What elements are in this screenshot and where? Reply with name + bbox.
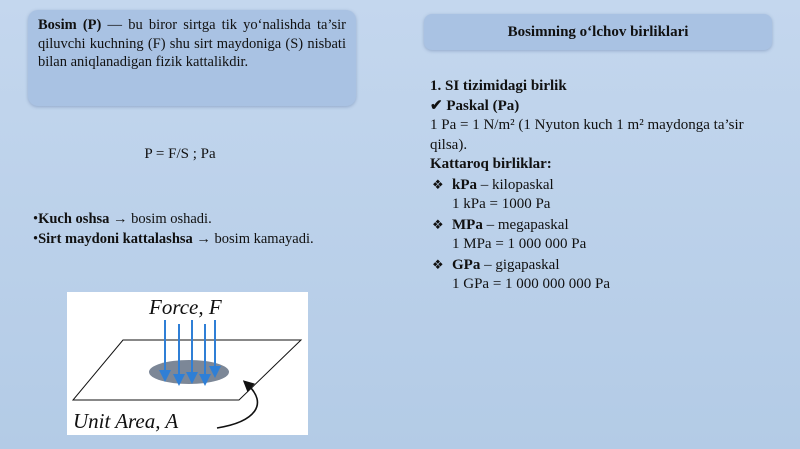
definition-box <box>28 10 356 106</box>
unit-symbol: MPa <box>452 216 483 233</box>
unit-name: – kilopaskal <box>477 176 554 193</box>
diamond-bullet-icon: ❖ <box>432 176 444 192</box>
units-body <box>430 77 775 295</box>
bullet-force: •Kuch oshsa → bosim oshadi. <box>33 211 212 227</box>
pressure-diagram <box>67 292 308 435</box>
unit-kpa-eq: 1 kPa = 1000 Pa <box>452 196 551 212</box>
pressure-figure <box>67 292 308 435</box>
unit-kpa <box>430 175 775 196</box>
diamond-bullet-icon: ❖ <box>432 216 444 232</box>
definition-term: Bosim (P) <box>38 17 102 33</box>
definition-text: — bu biror sirtga tik yo‘nalishda ta’sir qiluvchi kuchning (F) shu sirt maydoniga (S) nisbati bilan aniqlanadigan fizik kattalikdir. <box>38 17 346 70</box>
unit-area-ellipse <box>149 360 229 384</box>
pascal-heading: ✔ Paskal (Pa) <box>430 97 520 114</box>
bullet-area: •Sirt maydoni kattalashsa → bosim kamayadi. <box>33 230 314 247</box>
bullet-force-text: → bosim oshadi. <box>109 211 212 227</box>
diamond-bullet-icon: ❖ <box>432 256 444 272</box>
area-label: Unit Area, A <box>73 409 179 433</box>
bullet-area-text: → bosim kamayadi. <box>192 230 314 247</box>
si-heading: 1. SI tizimidagi birlik <box>430 78 567 94</box>
unit-symbol: GPa <box>452 256 481 273</box>
bullet-force-bold: Kuch oshsa <box>38 211 110 227</box>
effect-bullets <box>33 210 314 249</box>
unit-mpa-eq: 1 MPa = 1 000 000 Pa <box>452 236 587 252</box>
area-pointer-arrow <box>217 384 257 428</box>
unit-name: – megapaskal <box>482 216 569 233</box>
bigger-units-heading: Kattaroq birliklar: <box>430 156 552 172</box>
unit-name: – gigapaskal <box>480 256 560 273</box>
bullet-area-bold: Sirt maydoni kattalashsa <box>38 230 193 247</box>
unit-gpa <box>430 255 775 276</box>
pascal-definition: 1 Pa = 1 N/m² (1 Nyuton kuch 1 m² maydonga ta’sir qilsa). <box>430 117 744 153</box>
pressure-formula: P = F/S ; Pa <box>144 146 216 162</box>
unit-mpa <box>430 215 775 236</box>
units-title: Bosimning o‘lchov birliklari <box>424 14 772 50</box>
force-label: Force, F <box>149 295 222 319</box>
unit-symbol: kPa <box>452 176 478 193</box>
unit-gpa-eq: 1 GPa = 1 000 000 000 Pa <box>452 276 611 292</box>
